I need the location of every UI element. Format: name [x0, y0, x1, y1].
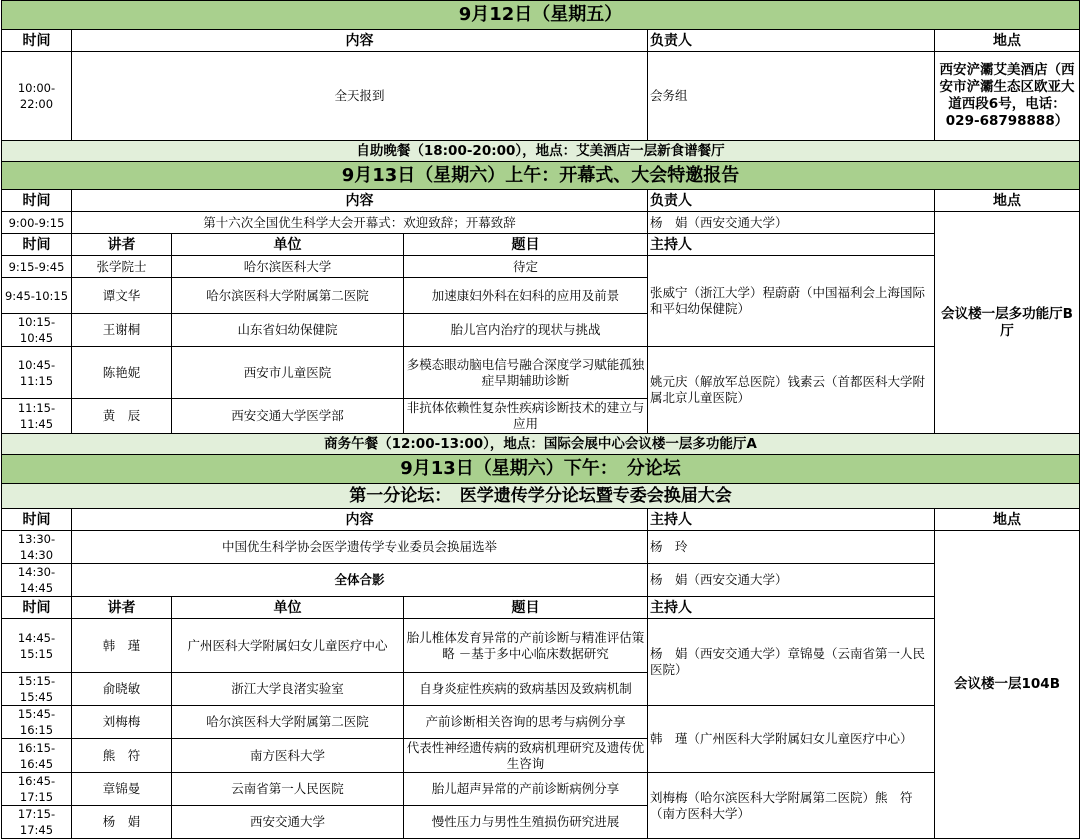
header-time: 时间 — [2, 234, 72, 256]
header-unit: 单位 — [172, 234, 404, 256]
talk-topic: 慢性压力与男性生殖损伤研究进展 — [404, 806, 648, 839]
header-owner: 负责人 — [648, 190, 935, 212]
talk-unit: 云南省第一人民医院 — [172, 773, 404, 806]
talk-topic: 加速康妇外科在妇科的应用及前景 — [404, 278, 648, 314]
header-place: 地点 — [935, 509, 1080, 531]
day2am-title: 9月13日（星期六）上午：开幕式、大会特邀报告 — [2, 162, 1080, 190]
talk-time: 16:45-17:15 — [2, 773, 72, 806]
header-content: 内容 — [72, 509, 648, 531]
schedule-table — [1, 0, 1080, 839]
table-row — [2, 347, 1080, 399]
header-content: 内容 — [72, 190, 648, 212]
talk-unit: 西安市儿童医院 — [172, 347, 404, 399]
header-host: 主持人 — [648, 234, 935, 256]
talk-speaker: 章锦曼 — [72, 773, 172, 806]
election-time: 13:30-14:30 — [2, 531, 72, 564]
session-hosts: 韩 瑾（广州医科大学附属妇女儿童医疗中心） — [648, 706, 935, 773]
talk-time: 16:15-16:45 — [2, 739, 72, 773]
forum-title: 第一分论坛： 医学遗传学分论坛暨专委会换届大会 — [2, 484, 1080, 509]
header-host: 主持人 — [648, 509, 935, 531]
header-topic: 题目 — [404, 597, 648, 619]
session-hosts: 杨 娟（西安交通大学）章锦曼（云南省第一人民医院） — [648, 619, 935, 706]
session-hosts: 刘梅梅（哈尔滨医科大学附属第二医院）熊 符（南方医科大学） — [648, 773, 935, 839]
venue-104b: 会议楼一层104B — [935, 531, 1080, 839]
talk-speaker: 谭文华 — [72, 278, 172, 314]
photo-time: 14:30-14:45 — [2, 564, 72, 597]
talk-topic: 多模态眼动脑电信号融合深度学习赋能孤独症早期辅助诊断 — [404, 347, 648, 399]
header-content: 内容 — [72, 30, 648, 52]
talk-unit: 南方医科大学 — [172, 739, 404, 773]
election-host: 杨 玲 — [648, 531, 935, 564]
talk-time: 10:45-11:15 — [2, 347, 72, 399]
lunch-note: 商务午餐（12:00-13:00），地点：国际会展中心会议楼一层多功能厅A — [2, 434, 1080, 455]
talk-time: 17:15-17:45 — [2, 806, 72, 839]
talk-topic: 产前诊断相关咨询的思考与病例分享 — [404, 706, 648, 739]
talk-topic: 代表性神经遗传病的致病机理研究及遗传优生咨询 — [404, 739, 648, 773]
header-unit: 单位 — [172, 597, 404, 619]
opening-time: 9:00-9:15 — [2, 212, 72, 234]
talk-speaker: 杨 娟 — [72, 806, 172, 839]
talk-time: 14:45-15:15 — [2, 619, 72, 673]
election-content: 中国优生科学协会医学遗传学专业委员会换届选举 — [72, 531, 648, 564]
talk-speaker: 俞晓敏 — [72, 673, 172, 706]
header-topic: 题目 — [404, 234, 648, 256]
day2pm-title: 9月13日（星期六）下午： 分论坛 — [2, 455, 1080, 484]
registration-owner: 会务组 — [648, 52, 935, 141]
talk-speaker: 刘梅梅 — [72, 706, 172, 739]
photo-content: 全体合影 — [72, 564, 648, 597]
talk-topic: 胎儿宫内治疗的现状与挑战 — [404, 314, 648, 347]
talk-time: 9:15-9:45 — [2, 256, 72, 278]
talk-topic: 自身炎症性疾病的致病基因及致病机制 — [404, 673, 648, 706]
talk-unit: 山东省妇幼保健院 — [172, 314, 404, 347]
talk-speaker: 张学院士 — [72, 256, 172, 278]
header-time: 时间 — [2, 30, 72, 52]
dinner-note: 自助晚餐（18:00-20:00），地点：艾美酒店一层新食谱餐厅 — [2, 141, 1080, 162]
talk-time: 10:15-10:45 — [2, 314, 72, 347]
header-place: 地点 — [935, 190, 1080, 212]
talk-topic: 胎儿椎体发育异常的产前诊断与精准评估策略 －基于多中心临床数据研究 — [404, 619, 648, 673]
header-place: 地点 — [935, 30, 1080, 52]
registration-time: 10:00-22:00 — [2, 52, 72, 141]
talk-speaker: 黄 辰 — [72, 399, 172, 434]
talk-unit: 浙江大学良渚实验室 — [172, 673, 404, 706]
talk-topic: 待定 — [404, 256, 648, 278]
hotel-address: 西安浐灞艾美酒店（西安市浐灞生态区欧亚大道西段6号，电话：029-68798888） — [935, 52, 1080, 141]
registration-content: 全天报到 — [72, 52, 648, 141]
day1-title: 9月12日（星期五） — [2, 1, 1080, 30]
header-speaker: 讲者 — [72, 597, 172, 619]
session-hosts: 姚元庆（解放军总医院）钱素云（首都医科大学附属北京儿童医院） — [648, 347, 935, 434]
talk-time: 9:45-10:15 — [2, 278, 72, 314]
talk-speaker: 王谢桐 — [72, 314, 172, 347]
talk-time: 15:45-16:15 — [2, 706, 72, 739]
talk-time: 11:15-11:45 — [2, 399, 72, 434]
session-hosts: 张威宁（浙江大学）程蔚蔚（中国福利会上海国际和平妇幼保健院） — [648, 256, 935, 347]
header-time: 时间 — [2, 190, 72, 212]
header-time: 时间 — [2, 509, 72, 531]
talk-speaker: 韩 瑾 — [72, 619, 172, 673]
talk-unit: 西安交通大学 — [172, 806, 404, 839]
table-row — [2, 773, 1080, 806]
venue-hall-b: 会议楼一层多功能厅B厅 — [935, 212, 1080, 434]
table-row — [2, 706, 1080, 739]
table-row — [2, 256, 1080, 278]
talk-speaker: 熊 符 — [72, 739, 172, 773]
header-owner: 负责人 — [648, 30, 935, 52]
opening-content: 第十六次全国优生科学大会开幕式：欢迎致辞；开幕致辞 — [72, 212, 648, 234]
talk-topic: 胎儿超声异常的产前诊断病例分享 — [404, 773, 648, 806]
talk-unit: 哈尔滨医科大学附属第二医院 — [172, 706, 404, 739]
talk-unit: 广州医科大学附属妇女儿童医疗中心 — [172, 619, 404, 673]
opening-owner: 杨 娟（西安交通大学） — [648, 212, 935, 234]
talk-time: 15:15-15:45 — [2, 673, 72, 706]
photo-host: 杨 娟（西安交通大学） — [648, 564, 935, 597]
talk-unit: 哈尔滨医科大学 — [172, 256, 404, 278]
header-time: 时间 — [2, 597, 72, 619]
talk-speaker: 陈艳妮 — [72, 347, 172, 399]
talk-unit: 哈尔滨医科大学附属第二医院 — [172, 278, 404, 314]
table-row — [2, 619, 1080, 673]
header-host: 主持人 — [648, 597, 935, 619]
talk-unit: 西安交通大学医学部 — [172, 399, 404, 434]
header-speaker: 讲者 — [72, 234, 172, 256]
talk-topic: 非抗体依赖性复杂性疾病诊断技术的建立与应用 — [404, 399, 648, 434]
